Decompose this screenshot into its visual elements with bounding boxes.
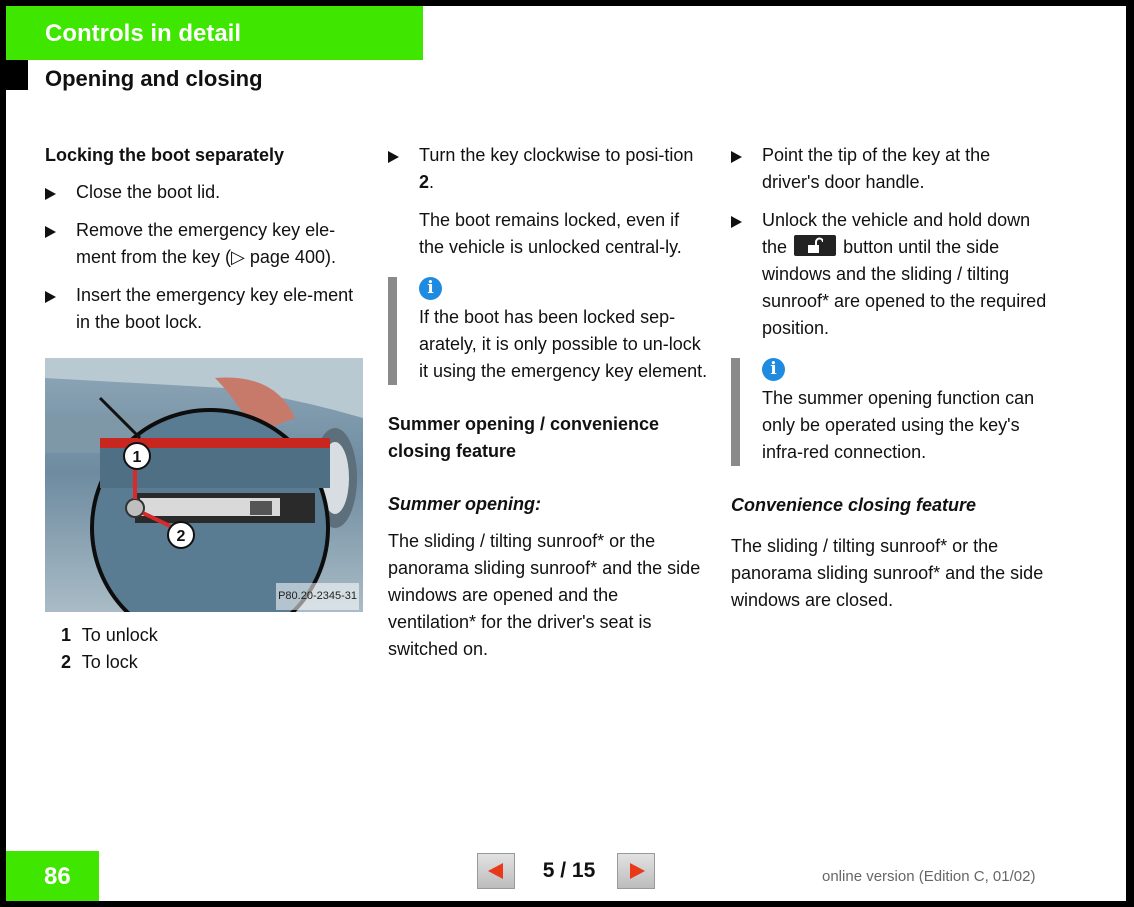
info-note [388,277,708,385]
col1-heading: Locking the boot separately [45,145,285,165]
boot-lock-figure [45,358,363,612]
bullet-item [45,179,365,206]
bullet-item [731,142,1051,196]
next-page-button[interactable] [617,853,655,889]
legend-text: To lock [81,652,138,672]
col2-paragraph: The sliding / tilting sunroof* or the panorama sliding sunroof* and the side windows are opened and the ventilation* for the driver's seat is switched on. [388,531,701,659]
section-title: Controls in detail [6,6,423,60]
callout-1: 1 [132,449,142,466]
col3-paragraph: The sliding / tilting sunroof* or the panorama sliding sunroof* and the side windows are closed. [731,536,1044,610]
prev-page-icon [488,863,503,879]
bullet-arrow-icon [731,151,742,163]
bullet-item [45,282,365,336]
subsection-marker [6,60,28,90]
prev-page-button[interactable] [477,853,515,889]
note-text: If the boot has been locked sep-arately, it is only possible to un-lock it using the emergency key element. [419,307,708,381]
figure-code: P80.20-2345-31 [276,583,359,610]
bullet-arrow-icon [731,216,742,228]
next-page-icon [630,863,645,879]
bullet-followup: The boot remains locked, even if the vehicle is unlocked central-ly. [419,210,682,257]
legend-text: To unlock [81,625,158,645]
bullet-text-cont: button until the side windows and the sliding / tilting sunroof* are opened to the required position. [762,237,1047,338]
col3-subheading: Convenience closing feature [731,495,977,515]
edition-note: online version (Edition C, 01/02) [822,868,1036,885]
bullet-item [45,217,365,271]
unlock-button-icon [794,235,836,256]
bullet-text: Insert the emergency key ele-ment in the boot lock. [76,285,354,332]
bullet-text: Turn the key clockwise to posi-tion [419,145,694,165]
column-2 [388,142,708,663]
column-3 [731,142,1051,614]
info-icon: i [419,277,442,300]
bullet-item [731,207,1051,342]
column-1 [45,142,365,676]
bullet-text: Point the tip of the key at the driver's door handle. [762,145,991,192]
boot-lock-illustration [45,358,363,612]
info-note [731,358,1051,466]
bullet-item [388,142,708,196]
bullet-arrow-icon [45,291,56,303]
bullet-text: Unlock the vehicle and hold down the [762,210,1031,257]
note-text: The summer opening function can only be operated using the key's infra-red connection. [762,388,1035,462]
bullet-arrow-icon [45,226,56,238]
legend-number: 2 [61,652,72,672]
bullet-arrow-icon [388,151,399,163]
note-bar [731,358,740,466]
info-icon: i [762,358,785,381]
page-counter: 5 / 15 [542,859,596,882]
col2-heading: Summer opening / convenience closing feature [388,414,660,461]
legend-item [45,622,365,649]
bullet-text: Remove the emergency key ele-ment from the key (▷ page 400). [76,220,336,267]
bullet-arrow-icon [45,188,56,200]
note-bar [388,277,397,385]
legend-number: 1 [61,625,72,645]
callout-2: 2 [176,528,186,545]
manual-page [6,6,1126,901]
position-number: 2 [419,172,430,192]
page-number: 86 [6,851,99,901]
subsection-title: Opening and closing [45,66,263,91]
legend-item [45,649,365,676]
bullet-tail: . [429,172,435,192]
bullet-text: Close the boot lid. [76,182,221,202]
col2-subheading: Summer opening: [388,494,542,514]
